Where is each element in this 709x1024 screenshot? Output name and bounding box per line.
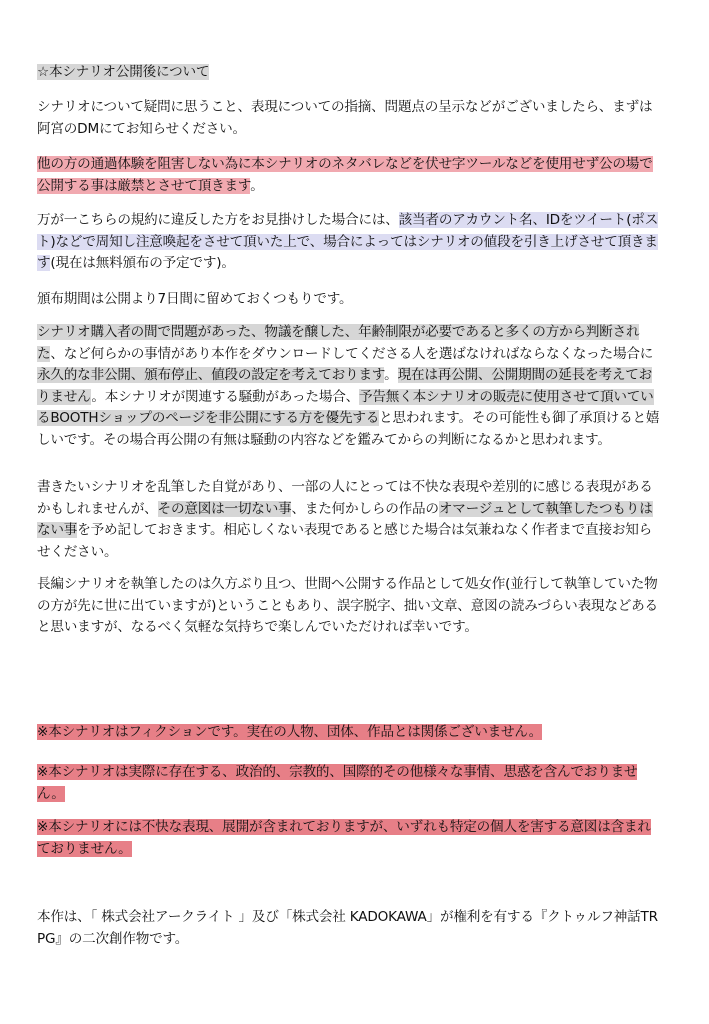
violation-text-a: 万が一こちらの規約に違反した方をお見掛けした場合には、 [37, 212, 399, 228]
problems-text-d: と思われます。その可能性も御了承頂けると嬉しいです。その場合再公開の有無は騒動の内容などを鑑みてからの判断になるかと思われます。 [37, 410, 660, 448]
note-offensive [37, 817, 663, 860]
violation-highlight: 該当者のアカウント名、IDをツイート(ポスト)などで周知し注意喚起をさせて頂いた上で、場合によってはシナリオの値段を引き上げさせて頂きます [37, 212, 659, 271]
credit-text: 本作は、「 株式会社アークライト 」及び「株式会社 KADOKAWA」が権利を有する『クトゥルフ神話TRPG』の二次創作物です。 [37, 909, 658, 947]
expression-text-a: 書きたいシナリオを乱筆した自覚があり、一部の人にとっては不快な表現や差別的に感じる表現があるかもしれませんが、 [37, 479, 653, 517]
heading-highlight: ☆本シナリオ公開後について [37, 64, 210, 80]
note-politics-highlight: ※本シナリオは実際に存在する、政治的、宗教的、国際的その他様々な事情、思惑を含んでおりません。 [37, 764, 638, 802]
expression-text-b: 、また何かしらの作品の [291, 500, 439, 517]
spoiler-rule-end: 。 [250, 177, 264, 194]
section-heading [37, 62, 663, 84]
note-offensive-highlight: ※本シナリオには不快な表現、展開が含まれておりますが、いずれも特定の個人を害する意図は含まれておりません。 [37, 819, 651, 857]
paragraph-apology: 長編シナリオを執筆したのは久方ぶり且つ、世間へ公開する作品として処女作(並行して執筆していた物の方が先に世に出ていますが)ということもあり、誤字脱字、拙い文章、意図の読みづらい表現などあると思いますが、なるべく気軽な気持ちで楽しんでいただければ幸いです。 [37, 576, 658, 635]
note-fiction-highlight: ※本シナリオはフィクションです。実在の人物、団体、作品とは関係ございません。 [37, 724, 542, 740]
paragraph-problems [37, 322, 663, 451]
paragraph-violation [37, 210, 663, 275]
expression-text-c: を予め記しておきます。相応しくない表現であると感じた場合は気兼ねなく作者まで直接お知らせください。 [37, 522, 653, 560]
problems-highlight-4: 予告無く本シナリオの販売に使用させて頂いているBOOTHショップのページを非公開にする方を優先する [37, 388, 654, 426]
paragraph-feedback: シナリオについて疑問に思うこと、表現についての指摘、問題点の呈示などがございましたら、まずは阿宮のDMにてお知らせください。 [37, 99, 653, 137]
paragraph-distribution-period: 頒布期間は公開より7日間に留めておくつもりです。 [37, 291, 353, 307]
problems-text-c: 。本シナリオが関連する騒動があった場合、 [91, 388, 360, 405]
expression-highlight-1: その意図は一切ない事 [157, 500, 292, 517]
violation-text-b: (現在は無料頒布の予定です)。 [50, 255, 235, 271]
problems-text-a: 、など何らかの事情があり本作をダウンロードしてくださる人を選ばなければならなくなった場合に [50, 345, 654, 362]
problems-text-b: 。 [384, 367, 398, 383]
problems-highlight-3: 現在は再公開、公開期間の延長を考えておりません [37, 367, 653, 405]
problems-highlight-2: 永久的な非公開、頒布停止、値段の設定を考えております [37, 367, 385, 383]
note-politics [37, 762, 663, 805]
expression-highlight-2: オマージュとして執筆したつもりはない事 [37, 500, 653, 538]
spoiler-rule-highlight: 他の方の通過体験を阻害しない為に本シナリオのネタバレなどを伏せ字ツールなどを使用せず公の場で公開する事は厳禁とさせて頂きます [37, 156, 653, 194]
paragraph-expression [37, 477, 663, 563]
note-fiction [37, 722, 663, 744]
problems-highlight-1: シナリオ購入者の間で問題があった、物議を醸した、年齢制限が必要であると多くの方から判断された [37, 324, 640, 362]
paragraph-spoiler-rule [37, 154, 663, 197]
